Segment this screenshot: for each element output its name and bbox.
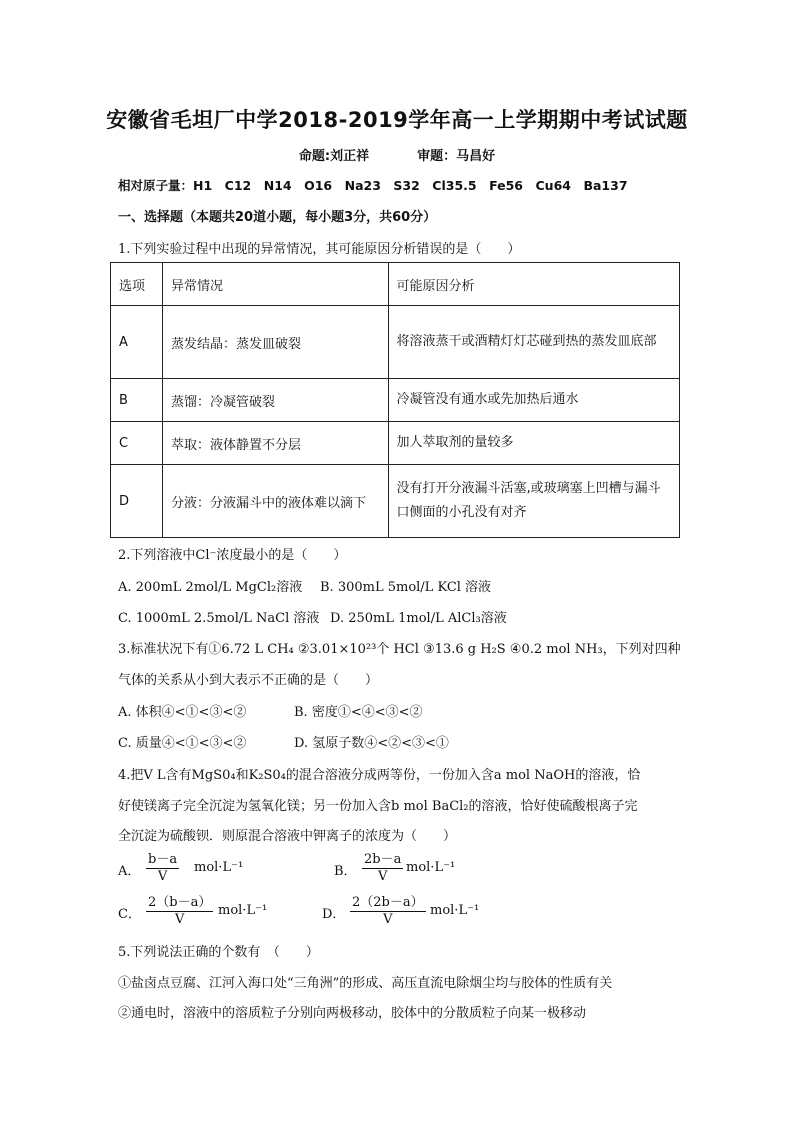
q3-option-b: B. 密度①<④<③<② bbox=[294, 705, 423, 720]
situation-cell: 蒸馏：冷凝管破裂 bbox=[162, 379, 388, 422]
unit: mol·L⁻¹ bbox=[194, 860, 244, 875]
reason-cell: 没有打开分液漏斗活塞,或玻璃塞上凹槽与漏斗口侧面的小孔没有对齐 bbox=[388, 465, 679, 538]
numerator: 2（2b－a） bbox=[352, 895, 424, 910]
table-row bbox=[111, 379, 680, 422]
q4-stem-3: 全沉淀为硫酸钡．则原混合溶液中钾离子的浓度为（ ） bbox=[118, 829, 457, 844]
numerator: 2b－a bbox=[364, 852, 402, 867]
table-row bbox=[111, 422, 680, 465]
q2-option-a: A. 200mL 2mol/L MgCl₂溶液 bbox=[118, 580, 303, 595]
reason-cell: 冷凝管没有通水或先加热后通水 bbox=[388, 379, 679, 422]
reason-cell: 加人萃取剂的量较多 bbox=[388, 422, 679, 465]
option-cell: B bbox=[111, 379, 163, 422]
unit: mol·L⁻¹ bbox=[430, 903, 480, 918]
q3-option-c: C. 质量④<①<③<② bbox=[118, 736, 247, 751]
situation-cell: 蒸发结晶：蒸发皿破裂 bbox=[162, 306, 388, 379]
q4-stem-1: 4.把V L含有MgS0₄和K₂S0₄的混合溶液分成两等份，一份加入含a mol NaOH的溶液，恰 bbox=[118, 768, 641, 783]
situation-cell: 萃取：液体静置不分层 bbox=[162, 422, 388, 465]
q1-table bbox=[110, 262, 680, 538]
q5-item-1: ①盐卤点豆腐、江河入海口处“三角洲”的形成、高压直流电除烟尘均与胶体的性质有关 bbox=[118, 976, 613, 991]
q2-option-d: D. 250mL 1mol/L AlCl₃溶液 bbox=[330, 611, 507, 626]
q1-stem: 1.下列实验过程中出现的异常情况，其可能原因分析错误的是（ ） bbox=[118, 242, 521, 257]
denominator: V bbox=[157, 869, 168, 884]
option-label: A． bbox=[118, 864, 141, 879]
fraction bbox=[146, 895, 213, 928]
q4-option-a bbox=[118, 852, 318, 886]
q4-option-d bbox=[322, 895, 542, 929]
reviewer: 审题：马昌好 bbox=[417, 149, 496, 164]
fraction bbox=[362, 852, 403, 885]
q3-option-a: A. 体积④<①<③<② bbox=[118, 705, 247, 720]
situation-cell: 分液：分液漏斗中的液体难以滴下 bbox=[162, 465, 388, 538]
section-heading: 一、选择题（本题共20道小题，每小题3分，共60分） bbox=[118, 210, 437, 225]
q4-option-c bbox=[118, 895, 318, 929]
q3-stem-1: 3.标准状况下有①6.72 L CH₄ ②3.01×10²³个 HCl ③13.6 g H₂S ④0.2 mol NH₃，下列对四种 bbox=[118, 642, 681, 657]
option-label: D． bbox=[322, 907, 346, 922]
q5-item-2: ②通电时，溶液中的溶质粒子分别向两极移动，胶体中的分散质粒子向某一极移动 bbox=[118, 1006, 587, 1021]
option-cell: D bbox=[111, 465, 163, 538]
table-row bbox=[111, 465, 680, 538]
table-header-row bbox=[111, 263, 680, 306]
table-row bbox=[111, 306, 680, 379]
q5-stem: 5.下列说法正确的个数有 （ ） bbox=[118, 945, 319, 960]
q2-option-c: C. 1000mL 2.5mol/L NaCl 溶液 bbox=[118, 611, 320, 626]
q2-stem: 2.下列溶液中Cl⁻浓度最小的是（ ） bbox=[118, 548, 347, 563]
atomic-masses: 相对原子量：H1 C12 N14 O16 Na23 S32 Cl35.5 Fe56 Cu64 Ba137 bbox=[118, 178, 628, 193]
q3-option-d: D. 氢原子数④<②<③<① bbox=[294, 736, 449, 751]
unit: mol·L⁻¹ bbox=[406, 860, 456, 875]
denominator: V bbox=[383, 912, 393, 927]
numerator: b－a bbox=[148, 852, 178, 867]
maker: 命题:刘正祥 bbox=[298, 149, 370, 164]
denominator: V bbox=[174, 912, 185, 927]
option-label: C． bbox=[118, 907, 141, 922]
author-line bbox=[0, 145, 794, 164]
fraction bbox=[146, 852, 179, 885]
header-cell: 可能原因分析 bbox=[388, 263, 679, 306]
numerator: 2（b－a） bbox=[148, 895, 212, 910]
unit: mol·L⁻¹ bbox=[218, 903, 268, 918]
option-label: B． bbox=[334, 864, 357, 879]
q4-option-b bbox=[334, 852, 534, 886]
option-cell: C bbox=[111, 422, 163, 465]
page-title: 安徽省毛坦厂中学2018-2019学年高一上学期期中考试试题 bbox=[106, 108, 688, 132]
header-cell: 异常情况 bbox=[162, 263, 388, 306]
reason-cell: 将溶液蒸干或酒精灯灯芯碰到热的蒸发皿底部 bbox=[388, 306, 679, 379]
option-cell: A bbox=[111, 306, 163, 379]
fraction bbox=[350, 895, 426, 928]
header-cell: 选项 bbox=[111, 263, 163, 306]
q2-option-b: B. 300mL 5mol/L KCl 溶液 bbox=[320, 580, 492, 595]
q4-stem-2: 好使镁离子完全沉淀为氢氧化镁；另一份加入含b mol BaCl₂的溶液，恰好使硫酸根离子完 bbox=[118, 799, 638, 814]
q3-stem-2: 气体的关系从小到大表示不正确的是（ ） bbox=[118, 673, 379, 688]
denominator: V bbox=[377, 869, 388, 884]
